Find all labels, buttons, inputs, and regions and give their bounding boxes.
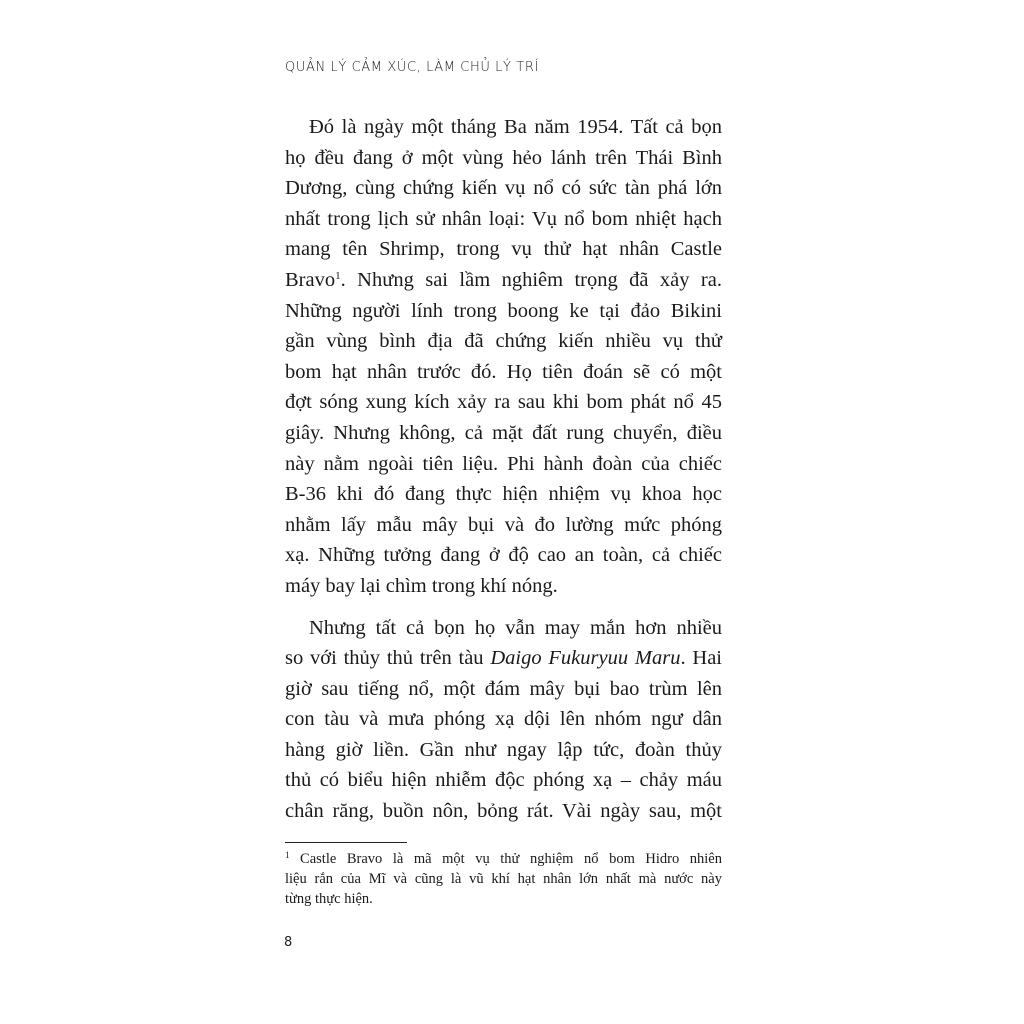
text-line: họ đều đang ở một vùng hẻo lánh trên Thái Bình: [285, 146, 722, 169]
text-fragment: Castle Bravo là mã một vụ thử nghiệm nổ bom Hidro nhiên: [289, 851, 722, 867]
text-line: này nằm ngoài tiên liệu. Phi hành đoàn của chiếc: [285, 452, 722, 475]
text-line: chân răng, buồn nôn, bỏng rát. Vài ngày sau, một: [285, 800, 722, 823]
text-line: nhằm lấy mẫu mây bụi và đo lường mức phóng: [285, 513, 722, 536]
text-line: [285, 643, 722, 674]
text-line: hàng giờ liền. Gần như ngay lập tức, đoàn thủy: [285, 738, 722, 761]
footnote-line: liệu rắn của Mĩ và cũng là vũ khí hạt nhân lớn nhất mà nước này: [285, 871, 722, 887]
text-line: đợt sóng xung kích xảy ra sau khi bom phát nổ 45: [285, 391, 722, 414]
text-line: bom hạt nhân trước đó. Họ tiên đoán sẽ có một: [285, 360, 722, 383]
ship-name: Daigo Fukuryuu Maru: [490, 647, 681, 670]
footnote-divider: [285, 842, 407, 843]
text-line: Dương, cùng chứng kiến vụ nổ có sức tàn phá lớn: [285, 177, 722, 200]
footnote-line: từng thực hiện.: [285, 891, 373, 907]
text-fragment: so với thủy thủ trên tàu: [285, 647, 491, 670]
text-line: giờ sau tiếng nổ, một đám mây bụi bao trùm lên: [285, 677, 722, 700]
running-header: QUẢN LÝ CẢM XÚC, LÀM CHỦ LÝ TRÍ: [285, 60, 539, 75]
paragraph-2: [285, 613, 722, 827]
text-line: [285, 265, 722, 296]
text-line: mang tên Shrimp, trong vụ thử hạt nhân Castle: [285, 238, 722, 261]
text-line: thủ có biểu hiện nhiễm độc phóng xạ – chảy máu: [285, 769, 722, 792]
footnote-line: [285, 849, 722, 869]
footnote-reference: 1: [335, 269, 341, 282]
text-line: Nhưng tất cả bọn họ vẫn may mắn hơn nhiều: [309, 616, 722, 639]
text-line: gần vùng bình địa đã chứng kiến nhiều vụ thử: [285, 330, 722, 353]
text-line: Những người lính trong boong ke tại đảo Bikini: [285, 299, 722, 322]
footnote-marker: 1: [285, 850, 290, 860]
text-fragment: Bravo: [285, 268, 336, 291]
text-fragment: . Hai: [680, 647, 722, 670]
paragraph-1: [285, 112, 722, 602]
text-line: nhất trong lịch sử nhân loại: Vụ nổ bom nhiệt hạch: [285, 207, 722, 230]
text-line: B-36 khi đó đang thực hiện nhiệm vụ khoa học: [285, 483, 722, 506]
text-line: Đó là ngày một tháng Ba năm 1954. Tất cả bọn: [309, 116, 722, 138]
text-line: máy bay lại chìm trong khí nóng.: [285, 574, 558, 597]
text-line: xạ. Những tưởng đang ở độ cao an toàn, cả chiếc: [285, 544, 722, 567]
text-fragment: . Nhưng sai lầm nghiêm trọng đã xảy ra.: [340, 268, 722, 291]
text-line: giây. Nhưng không, cả mặt đất rung chuyển, điều: [285, 421, 722, 444]
body-text: [285, 112, 722, 827]
text-line: con tàu và mưa phóng xạ dội lên nhóm ngư dân: [285, 708, 722, 731]
footnote: [285, 849, 722, 909]
page-number: 8: [284, 935, 293, 950]
